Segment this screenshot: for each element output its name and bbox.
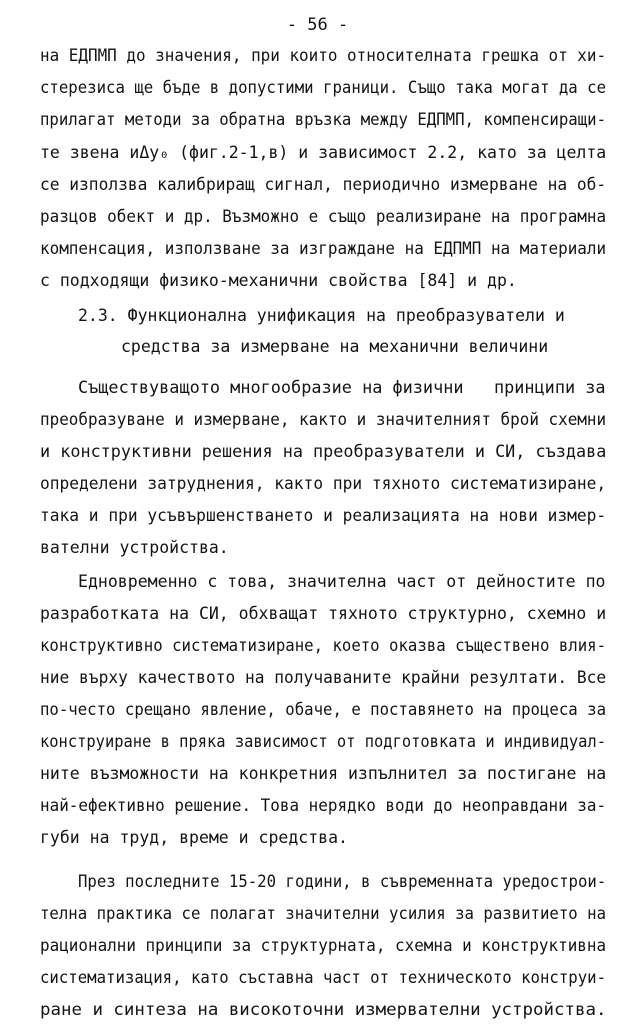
text-line: систематизация, като съставна част от техническото конструи- <box>40 968 607 987</box>
text-line: разцов обект и др. Възможно е също реализиране на програмна <box>40 207 607 226</box>
page-number: - 56 - <box>286 15 349 35</box>
text-line: ните възможности на конкретния изпълнител за постигане на <box>40 764 607 783</box>
text-line: средства за измерване на механични величини <box>121 337 549 356</box>
text-line: телна практика се полагат значителни усилия за развитието на <box>40 904 607 923</box>
text-line: най-ефективно решение. Това нерядко води до неоправдани за- <box>40 796 607 815</box>
text-line: прилагат методи за обратна връзка между ЕДПМП, компенсиращи- <box>40 110 607 129</box>
text-line: те звена иΔy₀ (фиг.2-1,в) и зависимост 2.2, като за целта <box>40 143 607 162</box>
text-line: рационални принципи за структурната, схемна и конструктивна <box>40 936 607 955</box>
text-line: вателни устройства. <box>40 538 229 557</box>
text-line: определени затруднения, както при тяхното систематизиране, <box>40 474 607 493</box>
text-line: През последните 15-20 години, в съвременната уредострои- <box>78 872 607 891</box>
text-line: 2.3. Функционална унификация на преобразуватели и <box>78 306 565 325</box>
text-line: компенсация, използване за изграждане на ЕДПМП на материали <box>40 239 607 258</box>
text-line: конструиране в пряка зависимост от подготовката и индивидуал- <box>40 732 606 751</box>
text-line: Съществуващото многообразие на физични принципи за <box>78 378 606 397</box>
text-line: Едновременно с това, значителна част от дейностите по <box>78 572 606 591</box>
text-line: така и при усъвършенстването и реализацията на нови измер- <box>40 506 607 525</box>
text-line: се използва калибриращ сигнал, периодично измерване на об- <box>40 175 607 194</box>
text-line: ние върху качеството на получаваните крайни резултати. Все <box>40 668 607 687</box>
text-line: губи на труд, време и средства. <box>40 828 348 847</box>
text-line: ране и синтеза на високоточни измервателни устройства. <box>40 1000 607 1019</box>
text-line: по-често срещано явление, обаче, е поставянето на процеса за <box>40 700 607 719</box>
text-line: преобразуване и измерване, както и значителният брой схемни <box>40 410 607 429</box>
text-line: разработката на СИ, обхващат тяхното структурно, схемно и <box>40 604 607 623</box>
text-line: конструктивно систематизиране, което оказва съществено влия- <box>40 636 607 655</box>
text-line: стерезиса ще бъде в допустими граници. Също така могат да се <box>40 78 607 97</box>
text-line: на ЕДПМП до значения, при които относителната грешка от хи- <box>40 46 607 65</box>
text-line: с подходящи физико-механични свойства [84] и др. <box>40 271 517 290</box>
text-line: и конструктивни решения на преобразуватели и СИ, създава <box>40 442 607 461</box>
